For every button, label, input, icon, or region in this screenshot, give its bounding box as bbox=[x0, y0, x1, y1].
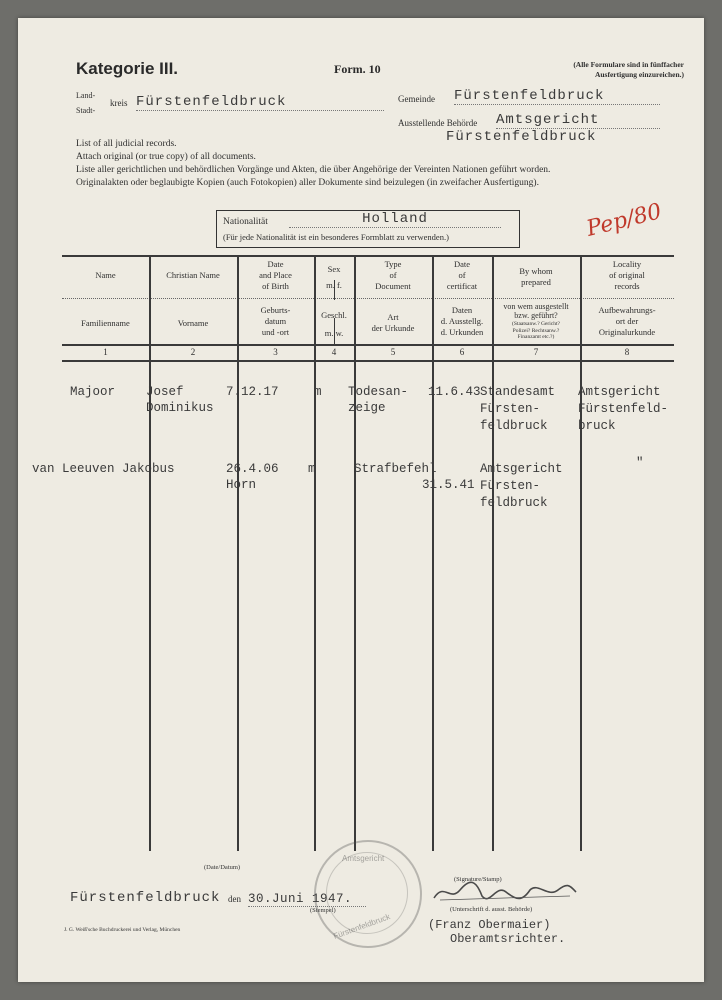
row-birth: 26.4.06 Horn bbox=[226, 462, 279, 492]
date-caption: (Date/Datum) bbox=[204, 864, 241, 871]
row-doc: Strafbefehl bbox=[354, 462, 437, 476]
instruction-line: List of all judicial records. bbox=[76, 139, 177, 149]
table-num-rule bbox=[62, 360, 674, 362]
handwritten-signature bbox=[430, 876, 580, 906]
col-header-en: Sex m. f. bbox=[326, 264, 342, 290]
row-vorname: Josef Dominikus bbox=[146, 385, 214, 415]
land-label: Land- bbox=[76, 91, 96, 100]
table-header-rule bbox=[62, 344, 674, 346]
category-title: Kategorie III. bbox=[76, 59, 179, 78]
col-header-en: Type of Document bbox=[375, 259, 411, 291]
table-mid-rule bbox=[62, 298, 674, 299]
instruction-line: Attach original (or true copy) of all documents. bbox=[76, 152, 256, 162]
col-header-en: Date and Place of Birth bbox=[259, 259, 292, 291]
col-header-de: Aufbewahrungs- ort der Originalurkunde bbox=[598, 305, 656, 337]
form-sheet bbox=[18, 18, 704, 982]
copies-note-line2: Ausfertigung einzureichen.) bbox=[594, 70, 684, 79]
copies-note bbox=[488, 60, 684, 80]
form-number: Form. 10 bbox=[334, 62, 381, 76]
row-name: van Leeuven Jakobus bbox=[32, 462, 175, 476]
stamp-text-top: Amtsgericht bbox=[342, 854, 385, 863]
col-number: 8 bbox=[624, 347, 630, 357]
printer-imprint: J. G. Weiß'sche Buchdruckerei und Verlag, München bbox=[64, 927, 181, 933]
col-number: 1 bbox=[103, 347, 108, 357]
col-header-en: By whom prepared bbox=[519, 266, 553, 287]
instruction-line: Liste aller gerichtlichen und behördlichen Vorgänge und Akten, die über Angehörige der Vereinten Nationen geführt worden. bbox=[76, 165, 551, 175]
gemeinde-label: Gemeinde bbox=[398, 94, 435, 104]
footer-date: 30.Juni 1947. bbox=[248, 892, 366, 907]
col-header-de-small: (Staatsanw.? Gericht? Polizei? Rechtsanw.? Finanzamt etc.?) bbox=[512, 321, 560, 340]
nationality-box bbox=[216, 210, 520, 248]
col-header-de: Daten d. Ausstellg. d. Urkunden bbox=[440, 305, 484, 337]
row-by: Amtsgericht Fürsten- feldbruck bbox=[480, 462, 563, 510]
col-header-de: Art der Urkunde bbox=[371, 312, 415, 333]
kreis-label: kreis bbox=[110, 98, 128, 108]
behoerde-label: Ausstellende Behörde bbox=[398, 118, 478, 128]
nationality-note: (Für jede Nationalität ist ein besonderes Formblatt zu verwenden.) bbox=[223, 232, 449, 242]
row-sex: m bbox=[314, 385, 322, 399]
col-divider bbox=[237, 255, 239, 851]
signer-title: Oberamtsrichter. bbox=[450, 932, 566, 946]
col-divider bbox=[314, 255, 316, 851]
col-header-en: Locality of original records bbox=[609, 259, 645, 291]
col-number: 3 bbox=[273, 347, 278, 357]
stamp-text-bottom: Fürstenfeldbruck bbox=[332, 912, 392, 941]
footer-place: Fürstenfeldbruck bbox=[70, 890, 221, 906]
table-top-rule bbox=[62, 255, 674, 257]
col-divider bbox=[492, 255, 494, 851]
row-date: 31.5.41 bbox=[422, 478, 475, 492]
row-locality: Amtsgericht Fürstenfeld- bruck bbox=[578, 385, 669, 433]
kreis-value: Fürstenfeldbruck bbox=[136, 94, 384, 111]
col-header-de: Familienname bbox=[81, 318, 130, 328]
official-stamp bbox=[314, 840, 422, 948]
signer-name: (Franz Obermaier) bbox=[428, 918, 551, 932]
col-header-en: Date of certificat bbox=[446, 259, 478, 291]
nationality-value: Holland bbox=[289, 211, 501, 228]
col-header-de: von wem ausgestellt bzw. geführt? bbox=[503, 302, 569, 320]
gemeinde-value: Fürstenfeldbruck bbox=[454, 88, 660, 105]
col-divider bbox=[354, 255, 356, 851]
col-number: 6 bbox=[459, 347, 465, 357]
col-header-de: Vorname bbox=[177, 318, 209, 328]
instruction-line: Originalakten oder beglaubigte Kopien (auch Fotokopien) aller Dokumente sind beizulegen (in zweifacher Ausfertigung). bbox=[76, 178, 539, 188]
handwritten-red-mark: Pep/80 bbox=[584, 199, 665, 242]
col-divider bbox=[580, 255, 582, 851]
col-header-en: Christian Name bbox=[166, 270, 220, 280]
behoerde-value: Amtsgericht bbox=[496, 112, 660, 129]
den-label: den bbox=[228, 894, 241, 904]
row-birth: 7.12.17 bbox=[226, 385, 279, 399]
col-header-de: Geschl. m. w. bbox=[321, 310, 347, 338]
signature-caption-de: (Unterschrift d. ausst. Behörde) bbox=[450, 906, 533, 913]
col-divider bbox=[149, 255, 151, 851]
row-sex: m bbox=[308, 462, 316, 476]
nationality-label: Nationalität bbox=[223, 217, 268, 227]
copies-note-line1: (Alle Formulare sind in fünffacher bbox=[573, 60, 684, 69]
signature-caption: (Signature/Stamp) bbox=[454, 876, 502, 883]
col-number: 5 bbox=[390, 347, 396, 357]
col-divider bbox=[432, 255, 434, 851]
row-name: Majoor bbox=[70, 385, 116, 399]
instructions bbox=[76, 138, 550, 190]
col-number: 2 bbox=[190, 347, 196, 357]
col-header-de: Geburts- datum und -ort bbox=[260, 305, 291, 337]
row-doc: Todesan- zeige bbox=[348, 385, 409, 415]
row-locality: " bbox=[636, 456, 644, 470]
row-date: 11.6.43 bbox=[428, 385, 481, 399]
behoerde-value-2: Fürstenfeldbruck bbox=[446, 129, 597, 145]
row-by: Standesamt Fürsten- feldbruck bbox=[480, 385, 556, 433]
col-number: 7 bbox=[533, 347, 539, 357]
stadt-label: Stadt- bbox=[76, 106, 96, 115]
col-header-en: Name bbox=[95, 270, 116, 280]
col-number: 4 bbox=[331, 347, 337, 357]
stempel-caption: (Stempel) bbox=[310, 907, 336, 914]
